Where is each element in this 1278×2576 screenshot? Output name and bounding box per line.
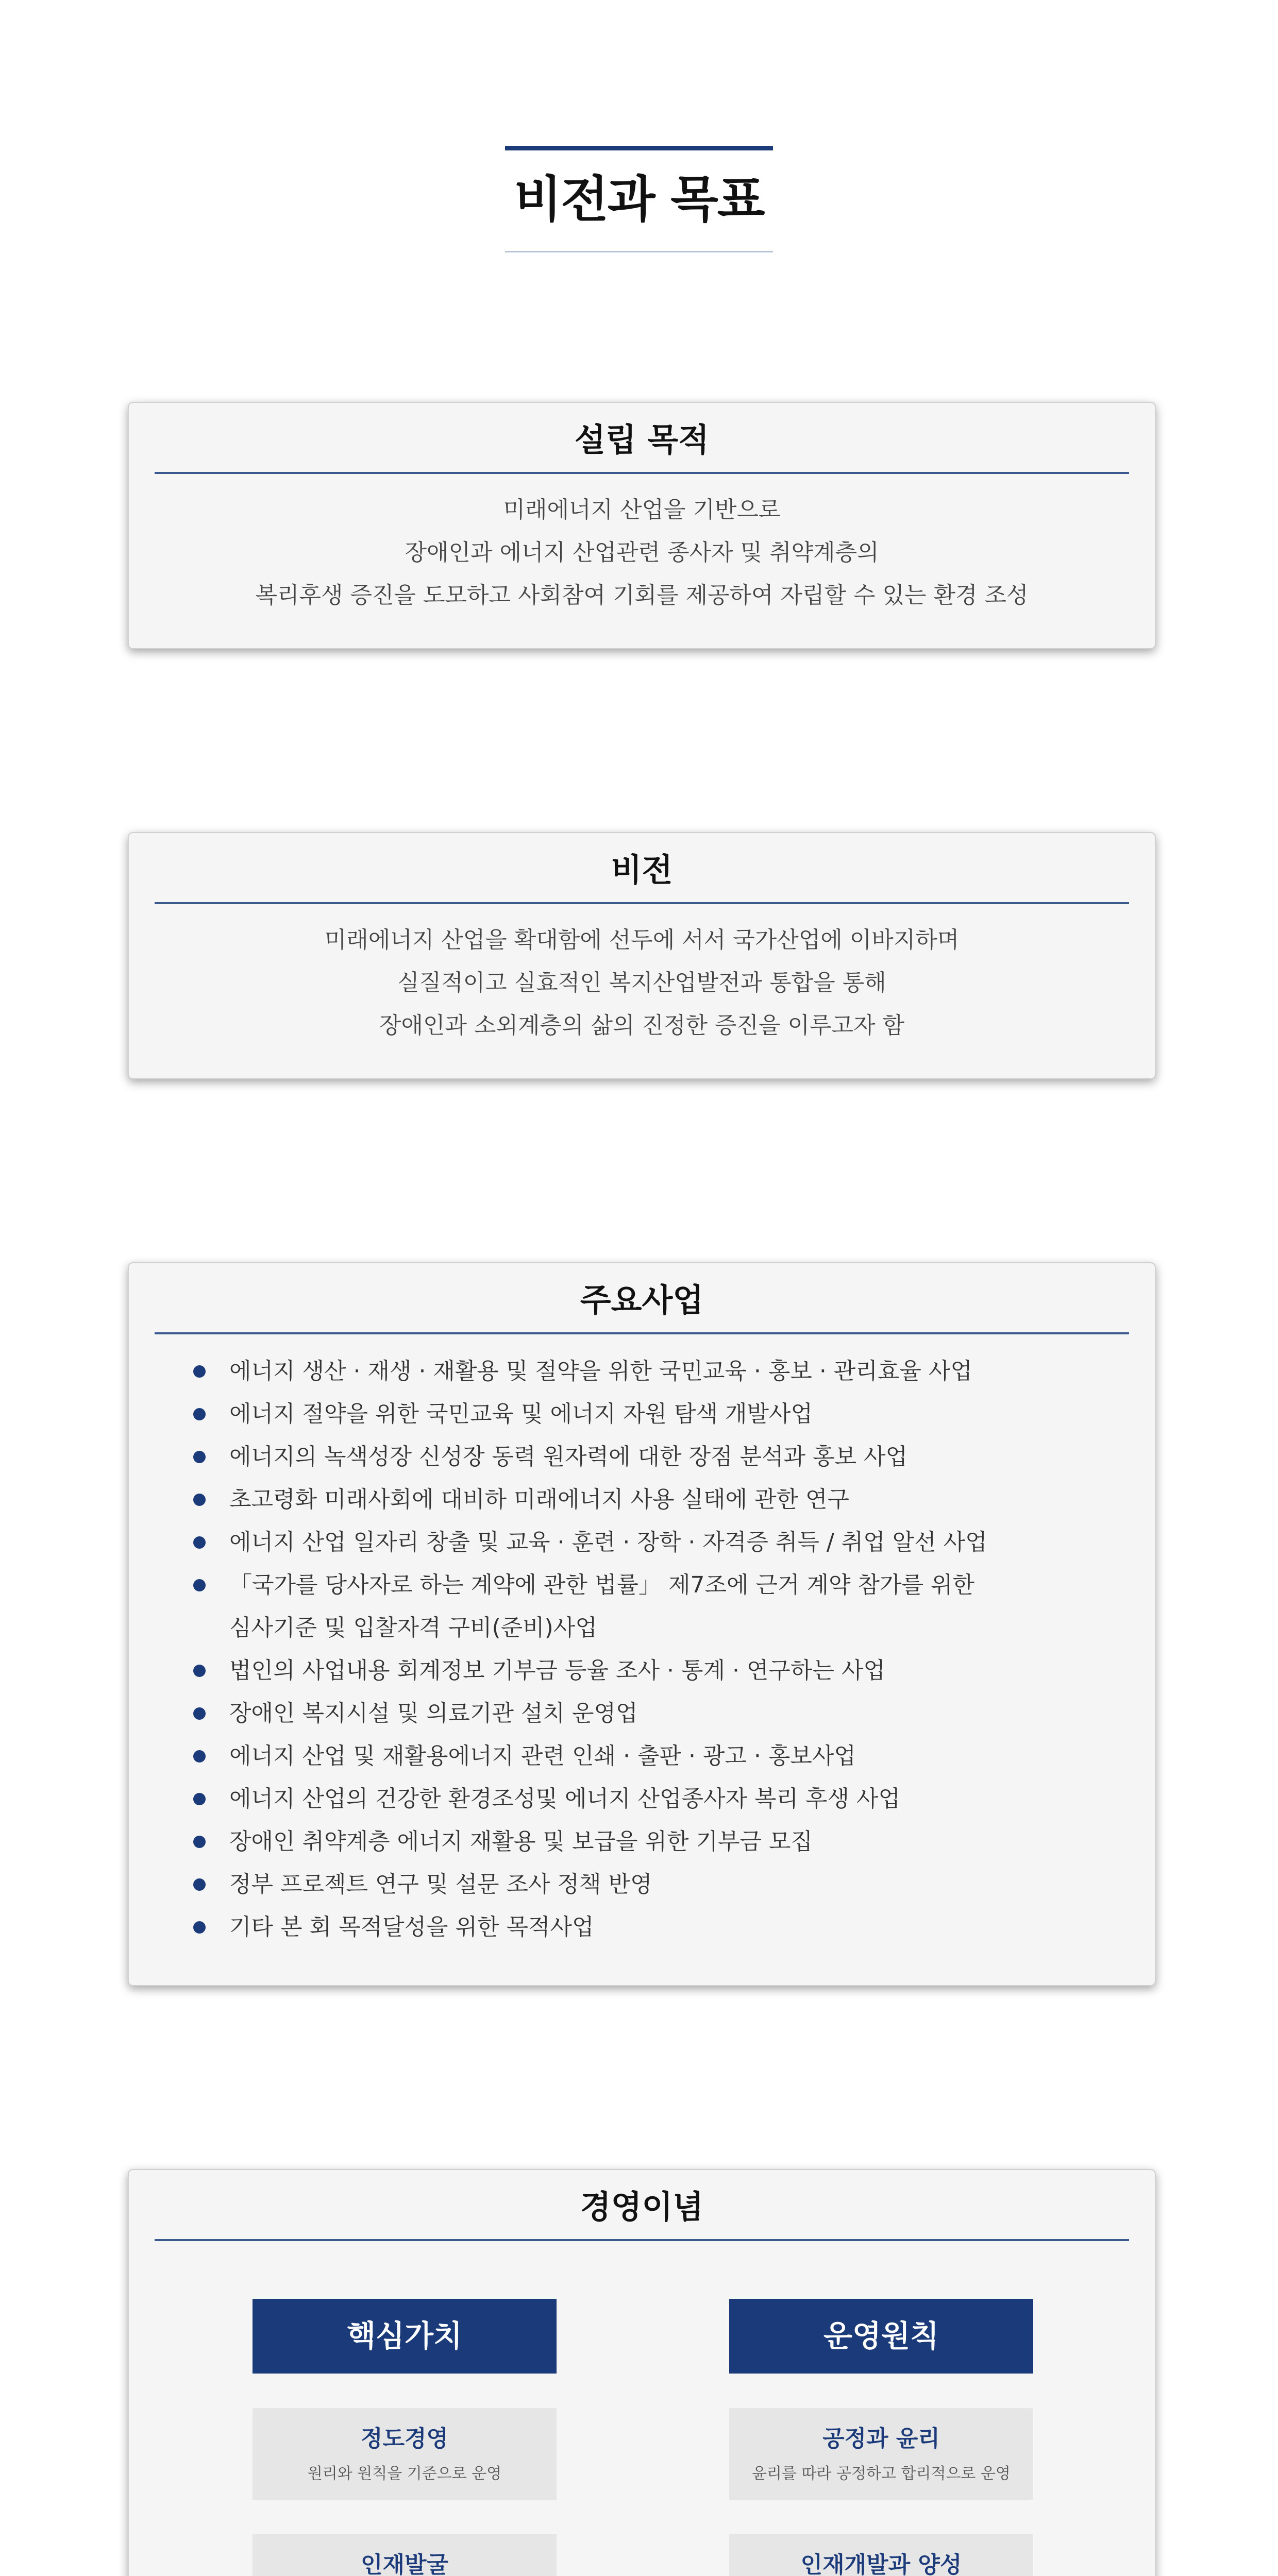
- bullet-icon: [193, 1494, 206, 1506]
- principle-desc: 윤리를 따라 공정하고 합리적으로 운영: [752, 2465, 1011, 2483]
- business-list: [129, 1350, 1155, 1948]
- list-item: [193, 1863, 1155, 1906]
- purpose-title: 설립 목적: [574, 421, 710, 459]
- list-item: [193, 1564, 1155, 1649]
- business-item-text: 에너지의 녹색성장 신성장 동력 원자력에 대한 장점 분석과 홍보 사업: [229, 1444, 907, 1470]
- business-item-text: 초고령화 미래사회에 대비하 미래에너지 사용 실태에 관한 연구: [229, 1486, 850, 1513]
- list-item: [193, 1435, 1155, 1478]
- vision-line: 장애인과 소외계층의 삶의 진정한 증진을 이루고자 함: [379, 1012, 904, 1039]
- purpose-text: [129, 488, 1155, 617]
- vision-text: [129, 919, 1155, 1047]
- page-header: [505, 146, 773, 252]
- list-item: [193, 1820, 1155, 1863]
- bullet-icon: [193, 1536, 206, 1549]
- management-title: 경영이념: [580, 2188, 704, 2226]
- business-item-text: 장애인 취약계층 에너지 재활용 및 보급을 위한 기부금 모집: [229, 1828, 813, 1855]
- list-item: [193, 1777, 1155, 1820]
- business-item-text: 에너지 절약을 위한 국민교육 및 에너지 자원 탐색 개발사업: [229, 1401, 813, 1427]
- business-item-text: 에너지 산업 및 재활용에너지 관련 인쇄 · 출판 · 광고 · 홍보사업: [229, 1743, 856, 1769]
- list-item: [193, 1735, 1155, 1777]
- vision-line: 실질적이고 실효적인 복지산업발전과 통합을 통해: [397, 970, 886, 996]
- purpose-line: 복리후생 증진을 도모하고 사회참여 기회를 제공하여 자립할 수 있는 환경 조성: [255, 582, 1029, 608]
- core-value-title: 인재발굴: [360, 2552, 448, 2576]
- principle-box: [729, 2408, 1033, 2500]
- operating-principles-header: 운영원칙: [729, 2299, 1033, 2374]
- business-item-text: 에너지 산업 일자리 창출 및 교육 · 훈련 · 장학 · 자격증 취득 / 취업 알선 사업: [229, 1529, 987, 1555]
- operating-principles-column: [729, 2299, 1033, 2576]
- divider: [155, 2239, 1129, 2241]
- management-card: [128, 2169, 1156, 2576]
- list-item: [193, 1649, 1155, 1692]
- page-title: 비전과 목표: [514, 171, 764, 228]
- business-item-text: 「국가를 당사자로 하는 계약에 관한 법률」 제7조에 근거 계약 참가를 위한: [229, 1572, 974, 1598]
- purpose-card: [128, 402, 1156, 649]
- bullet-icon: [193, 1921, 206, 1934]
- bullet-icon: [193, 1408, 206, 1420]
- business-item-text: 장애인 복지시설 및 의료기관 설치 운영업: [229, 1700, 638, 1726]
- business-card: [128, 1262, 1156, 1986]
- bullet-icon: [193, 1793, 206, 1805]
- divider: [155, 902, 1129, 904]
- divider: [155, 472, 1129, 474]
- divider: [155, 1332, 1129, 1334]
- vision-card: [128, 832, 1156, 1079]
- business-item-text: 정부 프로젝트 연구 및 설문 조사 정책 반영: [229, 1871, 652, 1897]
- business-item-continuation: 심사기준 및 입찰자격 구비(준비)사업: [229, 1615, 597, 1641]
- core-value-box: [253, 2534, 557, 2576]
- bullet-icon: [193, 1451, 206, 1463]
- business-item-text: 법인의 사업내용 회계정보 기부금 등율 조사 · 통계 · 연구하는 사업: [229, 1657, 885, 1684]
- list-item: [193, 1393, 1155, 1435]
- core-values-header: 핵심가치: [253, 2299, 557, 2374]
- bullet-icon: [193, 1579, 206, 1591]
- bullet-icon: [193, 1750, 206, 1762]
- business-item-text: 기타 본 회 목적달성을 위한 목적사업: [229, 1914, 594, 1940]
- bullet-icon: [193, 1365, 206, 1378]
- purpose-line: 미래에너지 산업을 기반으로: [503, 497, 781, 523]
- title-underline: [505, 251, 773, 252]
- list-item: [193, 1692, 1155, 1735]
- bullet-icon: [193, 1665, 206, 1677]
- bullet-icon: [193, 1878, 206, 1891]
- principle-box: [729, 2534, 1033, 2576]
- business-item-text: 에너지 산업의 건강한 환경조성및 에너지 산업종사자 복리 후생 사업: [229, 1786, 900, 1812]
- vision-title: 비전: [611, 851, 673, 889]
- business-title: 주요사업: [580, 1281, 704, 1319]
- list-item: [193, 1350, 1155, 1393]
- list-item: [193, 1906, 1155, 1948]
- purpose-line: 장애인과 에너지 산업관련 종사자 및 취약계층의: [405, 539, 879, 566]
- core-value-title: 정도경영: [360, 2426, 448, 2452]
- principle-title: 공정과 윤리: [822, 2426, 940, 2452]
- list-item: [193, 1521, 1155, 1564]
- bullet-icon: [193, 1836, 206, 1848]
- bullet-icon: [193, 1707, 206, 1720]
- core-value-desc: 원리와 원칙을 기준으로 운영: [307, 2465, 502, 2483]
- vision-line: 미래에너지 산업을 확대함에 선두에 서서 국가산업에 이바지하며: [324, 927, 960, 953]
- list-item: [193, 1478, 1155, 1521]
- principle-title: 인재개발과 양성: [800, 2552, 962, 2576]
- core-values-column: [253, 2299, 557, 2576]
- business-item-text: 에너지 생산 · 재생 · 재활용 및 절약을 위한 국민교육 · 홍보 · 관리효율 사업: [229, 1358, 972, 1384]
- core-value-box: [253, 2408, 557, 2500]
- title-top-bar: [505, 146, 773, 150]
